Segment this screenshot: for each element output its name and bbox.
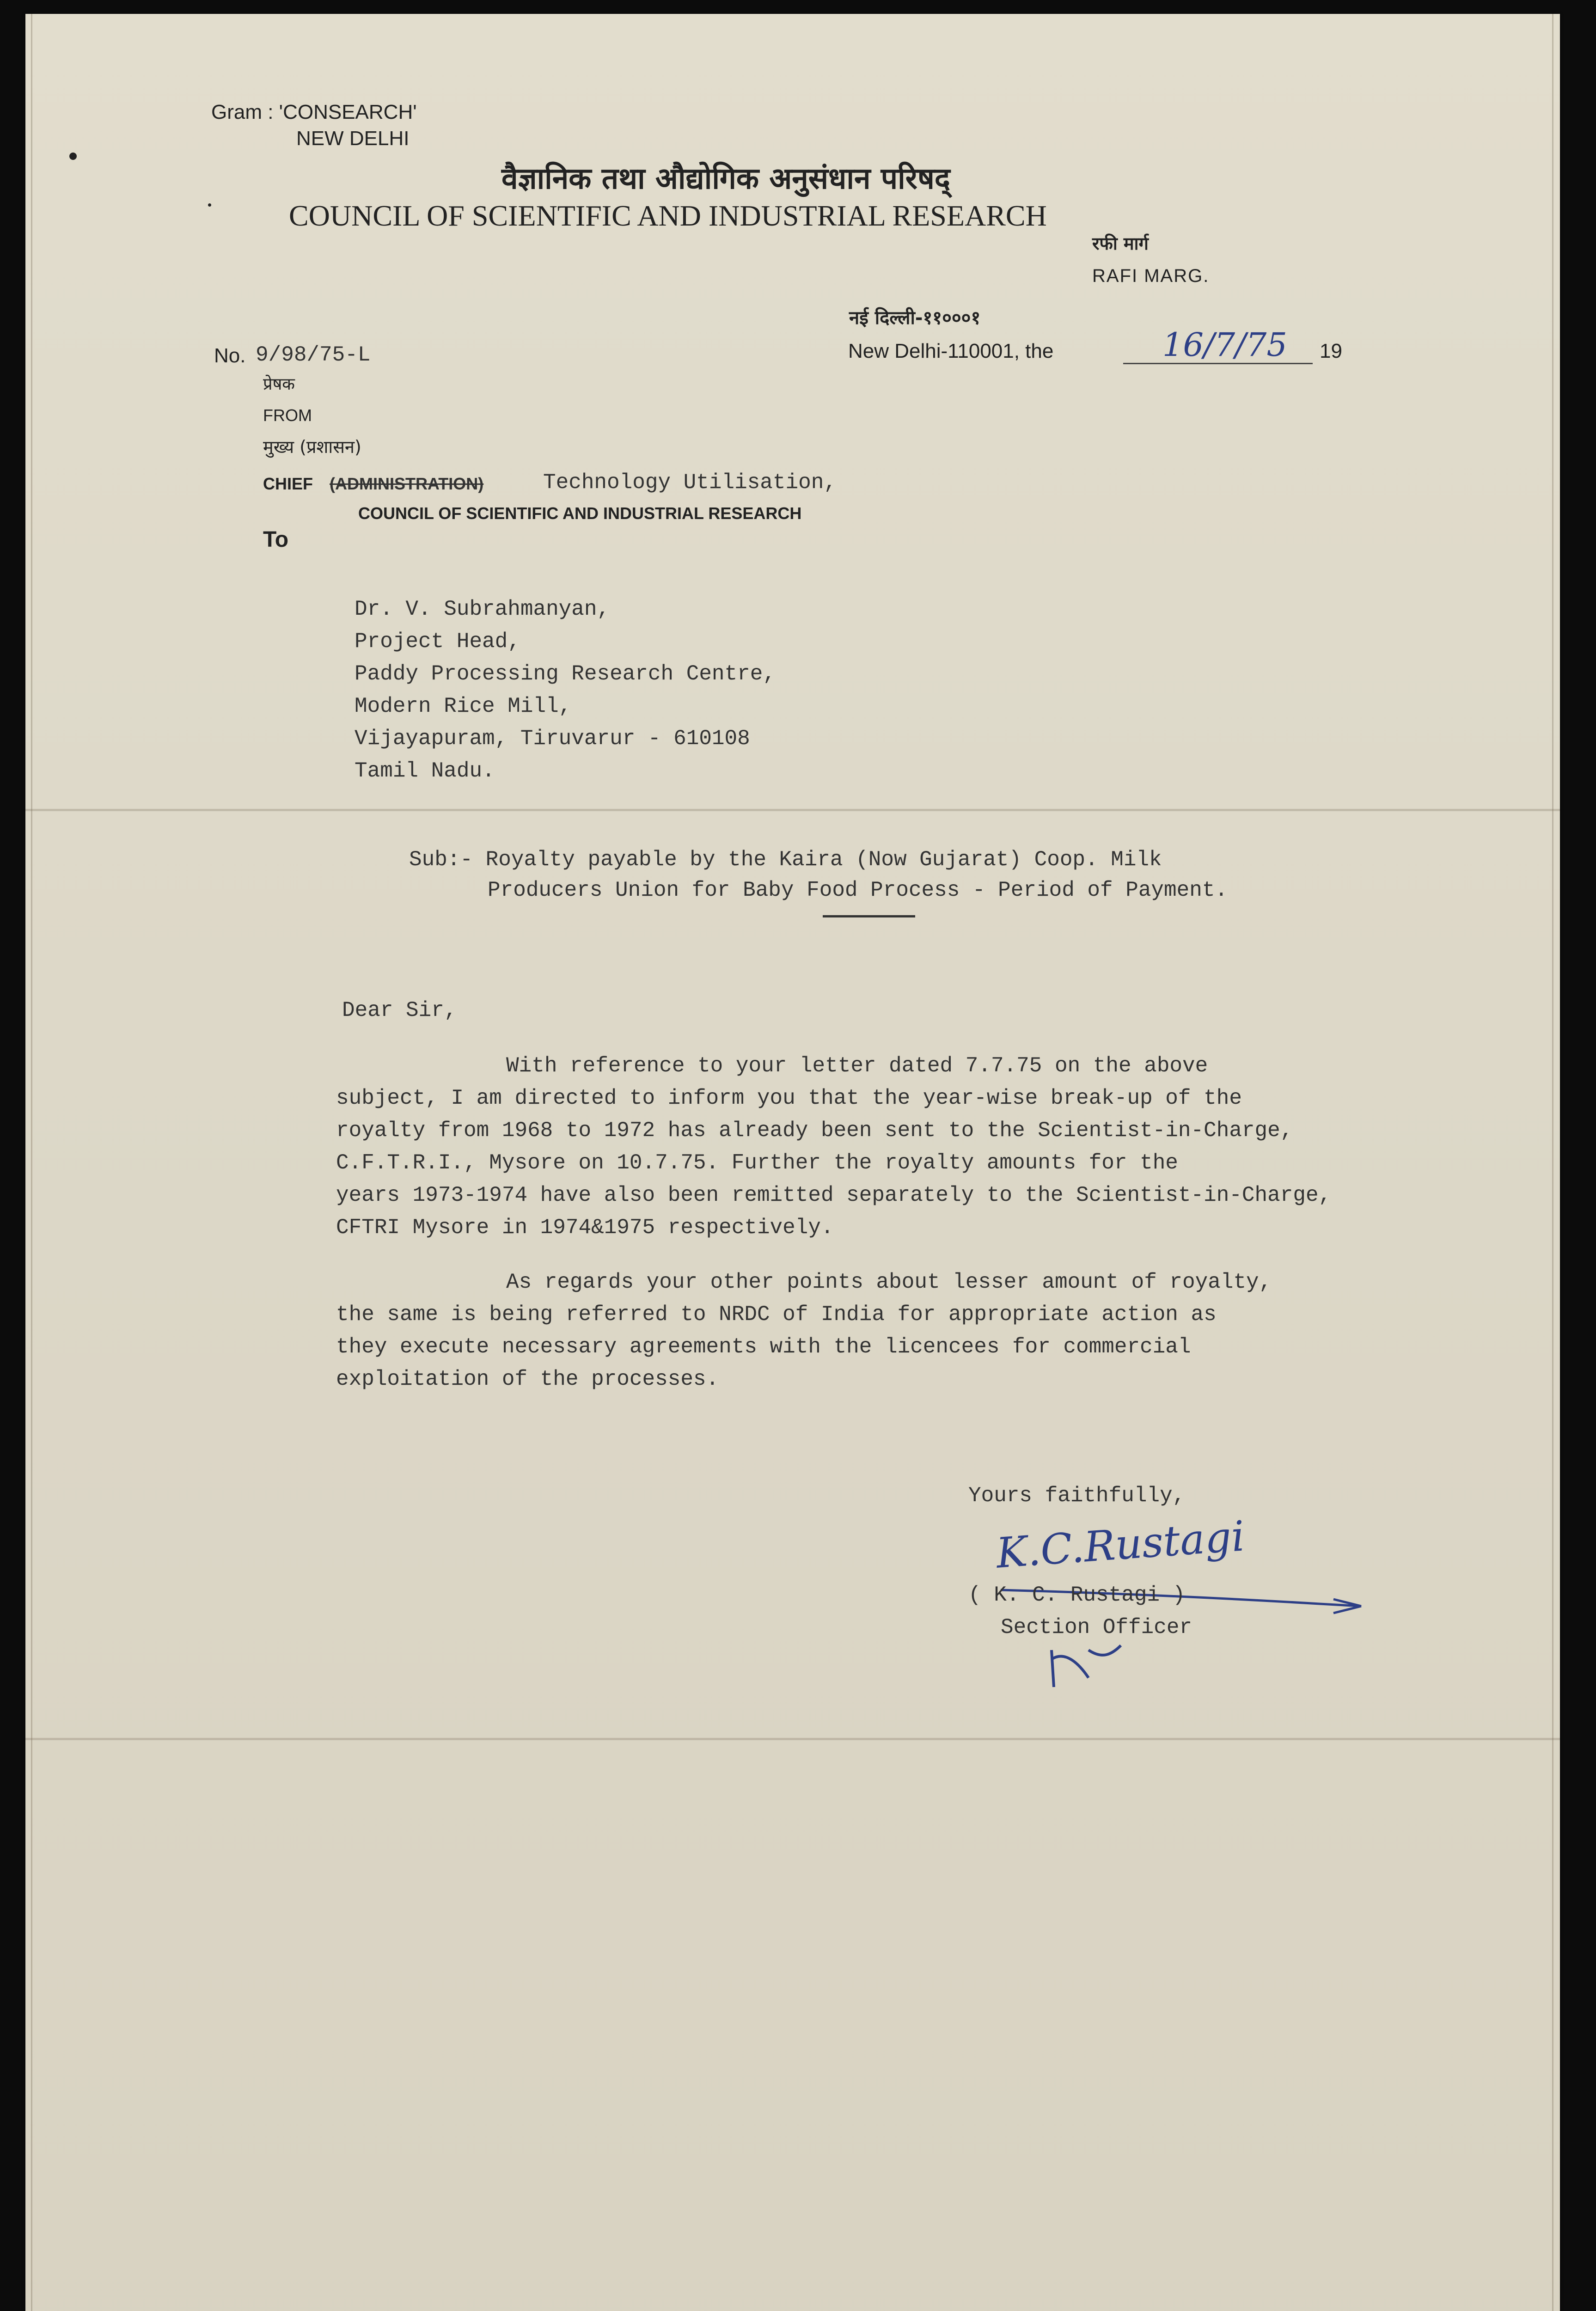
ref-number: 9/98/75-L <box>256 343 371 367</box>
body-line: CFTRI Mysore in 1974&1975 respectively. <box>336 1216 834 1240</box>
body-line: royalty from 1968 to 1972 has already been sent to the Scientist-in-Charge, <box>336 1119 1293 1143</box>
subject-line: Sub:- Royalty payable by the Kaira (Now Gujarat) Coop. Milk <box>409 848 1162 872</box>
subject-rule <box>823 915 915 917</box>
body-line: As regards your other points about lesser amount of royalty, <box>506 1270 1272 1294</box>
body-line: years 1973-1974 have also been remitted separately to the Scientist-in-Charge, <box>336 1183 1332 1207</box>
fold-line <box>25 809 1560 811</box>
date-label: New Delhi-110001, the <box>848 340 1054 362</box>
signature: K.C.Rustagi <box>994 1512 1247 1578</box>
edge-line <box>31 14 32 2311</box>
signatory-name: ( K. C. Rustagi ) <box>968 1583 1186 1607</box>
signature-strokes <box>973 1511 1389 1706</box>
body-line: subject, I am directed to inform you that the year-wise break-up of the <box>336 1086 1242 1110</box>
street-hindi: रफी मार्ग <box>1092 233 1149 254</box>
fold-line <box>25 1738 1560 1740</box>
punch-mark <box>69 153 77 160</box>
address-line: Modern Rice Mill, <box>355 694 572 718</box>
ref-label: No. <box>214 344 246 367</box>
body-line: exploitation of the processes. <box>336 1367 719 1391</box>
address-line: Tamil Nadu. <box>355 759 495 783</box>
year-suffix: 19 <box>1320 340 1342 362</box>
gram-city: NEW DELHI <box>296 127 410 150</box>
salutation: Dear Sir, <box>342 998 457 1022</box>
gram-line: Gram : 'CONSEARCH' <box>211 101 417 123</box>
city-hindi: नई दिल्ली-११०००१ <box>849 307 981 329</box>
org-name-english: COUNCIL OF SCIENTIFIC AND INDUSTRIAL RESEARCH <box>289 199 1047 232</box>
ink-speck <box>208 203 211 207</box>
from-hindi: प्रेषक <box>263 375 295 394</box>
struck-designation: (ADMINISTRATION) <box>330 474 484 493</box>
to-label: To <box>263 527 289 552</box>
from-label: FROM <box>263 406 312 425</box>
body-line: they execute necessary agreements with the licencees for commercial <box>336 1335 1191 1359</box>
address-line: Vijayapuram, Tiruvarur - 610108 <box>355 727 750 751</box>
subject-line: Producers Union for Baby Food Process - Period of Payment. <box>488 878 1228 902</box>
street-english: RAFI MARG. <box>1092 266 1210 286</box>
org-name-hindi: वैज्ञानिक तथा औद्योगिक अनुसंधान परिषद् <box>501 162 950 196</box>
valediction: Yours faithfully, <box>968 1484 1186 1508</box>
handwritten-date: 16/7/75 <box>1162 326 1287 364</box>
signatory-designation: Section Officer <box>1001 1615 1192 1639</box>
chief-prefix: CHIEF <box>263 474 313 493</box>
body-line: With reference to your letter dated 7.7.75 on the above <box>506 1054 1208 1078</box>
sender-org: COUNCIL OF SCIENTIFIC AND INDUSTRIAL RESEARCH <box>358 504 802 523</box>
body-line: C.F.T.R.I., Mysore on 10.7.75. Further the royalty amounts for the <box>336 1151 1178 1175</box>
address-line: Paddy Processing Research Centre, <box>355 662 776 686</box>
address-line: Dr. V. Subrahmanyan, <box>355 597 610 621</box>
typed-designation: Technology Utilisation, <box>543 471 837 495</box>
letter-sheet <box>25 14 1560 2311</box>
edge-line <box>1552 14 1553 2311</box>
address-line: Project Head, <box>355 630 520 654</box>
chief-hindi: मुख्य (प्रशासन) <box>263 437 361 457</box>
body-line: the same is being referred to NRDC of India for appropriate action as <box>336 1302 1217 1327</box>
